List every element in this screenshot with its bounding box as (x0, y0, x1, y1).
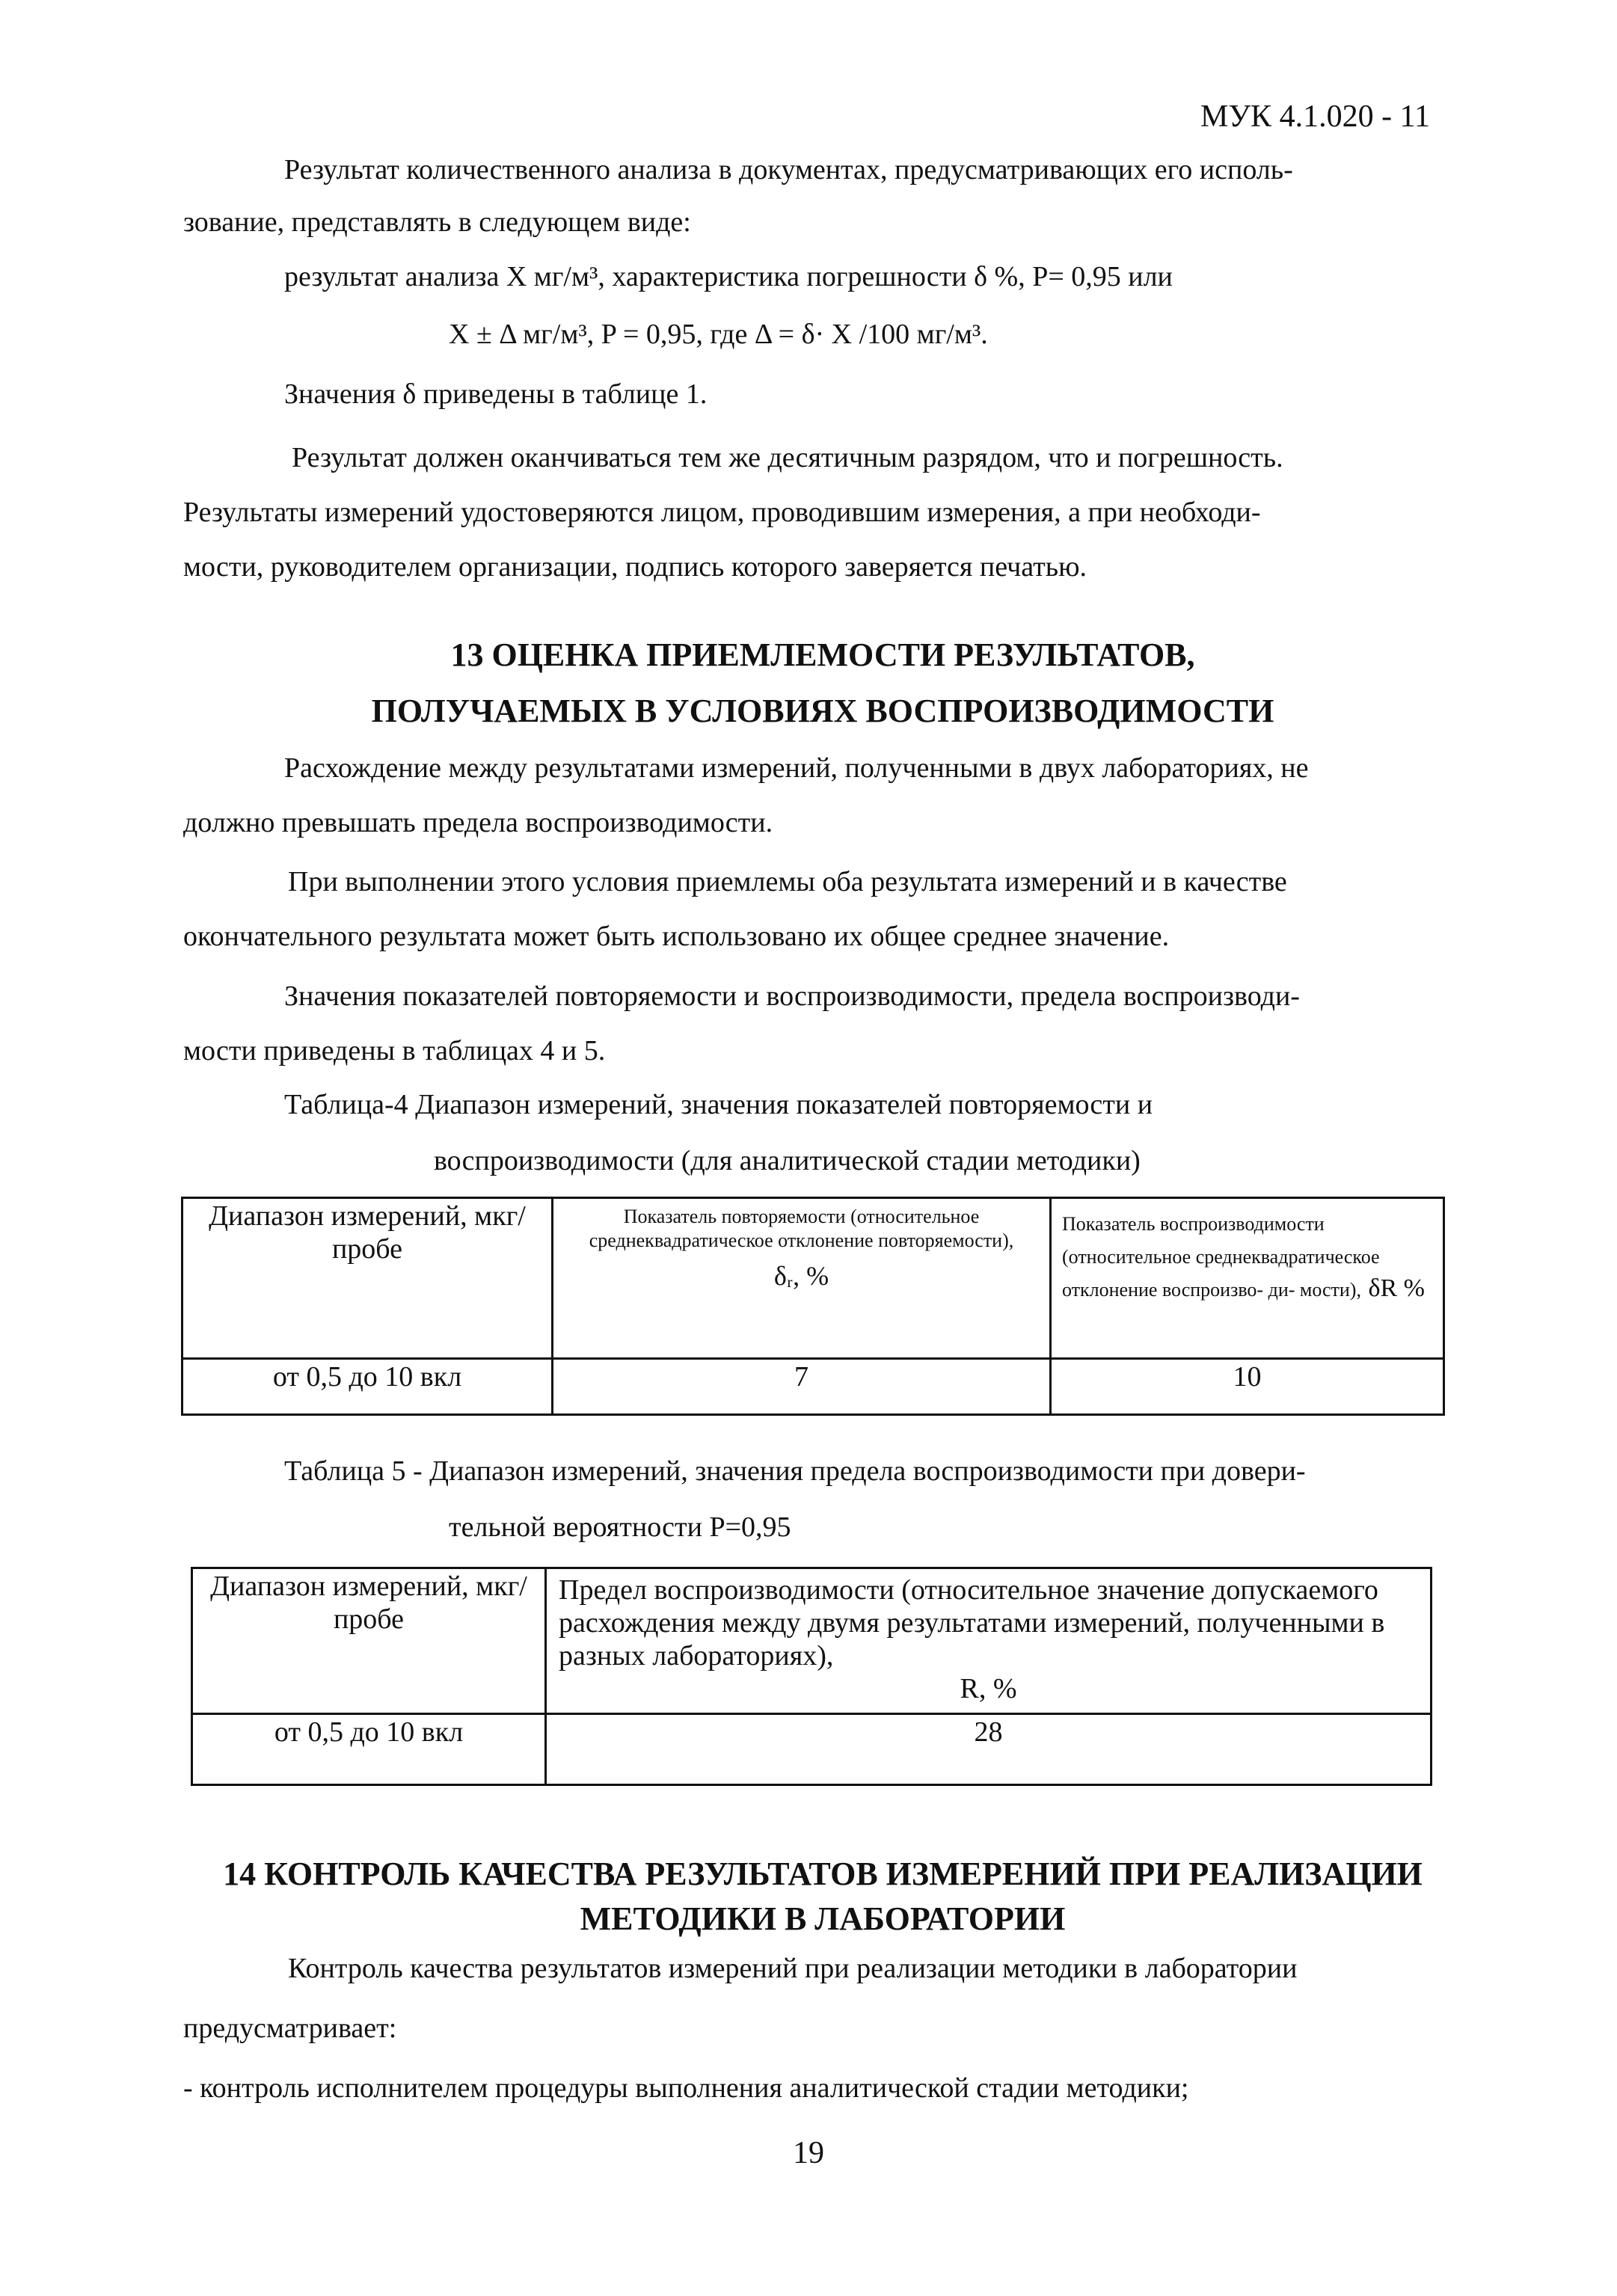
result-paragraph-line-2: Результаты измерений удостоверяются лицом, проводившим измерения, а при необходи- (183, 497, 1261, 528)
section-13-para-2-line-2: окончательного результата может быть использовано их общее среднее значение. (183, 921, 1170, 952)
table-4 (181, 1197, 1445, 1416)
table-4-reproducibility-cell: 10 (1051, 1359, 1444, 1415)
repeatability-symbol: δᵣ, % (773, 1261, 829, 1291)
formula-line-1: результат анализа X мг/м³, характеристика погрешности δ %, P= 0,95 или (284, 261, 1173, 292)
document-code-header: МУК 4.1.020 - 11 (1200, 99, 1430, 134)
result-paragraph-line-1: Результат должен оканчиваться тем же десятичным разрядом, что и погрешность. (292, 442, 1283, 473)
table-4-repeatability-cell: 7 (553, 1359, 1051, 1415)
section-14-bullet-1: - контроль исполнителем процедуры выполнения аналитической стадии методики; (183, 2072, 1189, 2104)
section-14-heading-line-2: МЕТОДИКИ В ЛАБОРАТОРИИ (580, 1900, 1066, 1937)
section-13-heading-line-1: 13 ОЦЕНКА ПРИЕМЛЕМОСТИ РЕЗУЛЬТАТОВ, (450, 636, 1195, 673)
section-13-para-3-line-1: Значения показателей повторяемости и воспроизводимости, предела воспроизводи- (284, 980, 1300, 1012)
table-5 (191, 1567, 1432, 1786)
section-13-heading-line-2: ПОЛУЧАЕМЫХ В УСЛОВИЯХ ВОСПРОИЗВОДИМОСТИ (371, 693, 1274, 729)
table-4-col-range-header: Диапазон измерений, мкг/пробе (182, 1198, 553, 1359)
table-5-caption-line-1: Таблица 5 - Диапазон измерений, значения предела воспроизводимости при довери- (284, 1455, 1306, 1487)
reproducibility-limit-symbol: R, % (960, 1673, 1017, 1704)
table-4-caption-line-1: Таблица-4 Диапазон измерений, значения показателей повторяемости и (284, 1089, 1153, 1120)
reproducibility-symbol: δR % (1368, 1274, 1425, 1302)
table-5-col-limit-header: Предел воспроизводимости (относительное значение допускаемого расхождения между двумя результатами измерений, полученными в разных лабораториях), R, % (546, 1568, 1432, 1714)
table-5-col-range-header: Диапазон измерений, мкг/пробе (192, 1568, 546, 1714)
table-5-caption-line-2: тельной вероятности P=0,95 (449, 1511, 791, 1543)
section-14-heading-line-1: 14 КОНТРОЛЬ КАЧЕСТВА РЕЗУЛЬТАТОВ ИЗМЕРЕНИЙ ПРИ РЕАЛИЗАЦИИ (223, 1855, 1423, 1892)
table-4-col-reproducibility-header: Показатель воспроизводимости (относительное среднеквадратическое отклонение воспроизво- ди- мости), δR % (1051, 1198, 1444, 1359)
table-4-col-repeatability-header: Показатель повторяемости (относительное среднеквадратическое отклонение повторяемости), δᵣ, % (553, 1198, 1051, 1359)
table-4-range-cell: от 0,5 до 10 вкл (182, 1359, 553, 1415)
delta-note: Значения δ приведены в таблице 1. (284, 378, 708, 410)
intro-paragraph-line-1: Результат количественного анализа в документах, предусматривающих его исполь- (284, 154, 1293, 185)
section-14-para-line-1: Контроль качества результатов измерений при реализации методики в лаборатории (288, 1953, 1298, 1984)
table-5-limit-cell: 28 (546, 1714, 1432, 1785)
table-4-caption-line-2: воспроизводимости (для аналитической стадии методики) (434, 1145, 1141, 1176)
section-13-para-1-line-1: Расхождение между результатами измерений, полученными в двух лабораториях, не (284, 752, 1309, 784)
intro-paragraph-line-2: зование, представлять в следующем виде: (183, 206, 691, 238)
section-13-para-1-line-2: должно превышать предела воспроизводимости. (183, 807, 773, 838)
result-paragraph-line-3: мости, руководителем организации, подпись которого заверяется печатью. (183, 551, 1087, 583)
page-number: 19 (793, 2136, 824, 2170)
section-13-para-3-line-2: мости приведены в таблицах 4 и 5. (183, 1035, 606, 1066)
formula-line-2: X ± Δ мг/м³, P = 0,95, где Δ = δ· X /100 мг/м³. (449, 319, 988, 350)
section-14-para-line-2: предусматривает: (183, 2013, 397, 2044)
section-13-para-2-line-1: При выполнении этого условия приемлемы оба результата измерений и в качестве (288, 866, 1287, 897)
table-5-range-cell: от 0,5 до 10 вкл (192, 1714, 546, 1785)
